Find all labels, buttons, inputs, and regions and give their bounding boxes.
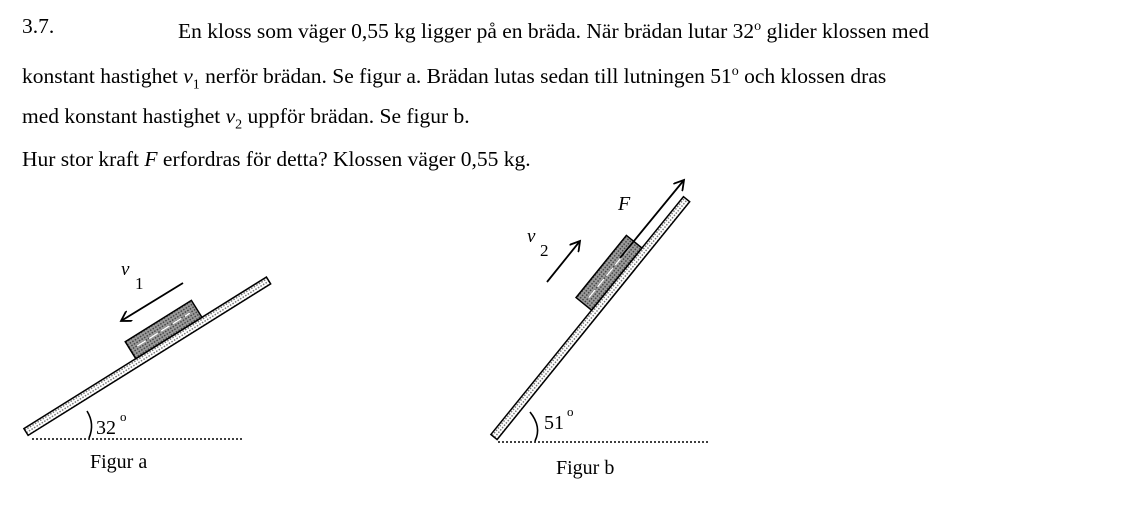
figure-b-velocity-sub: 2 [540,241,549,260]
figure-a-velocity-sub: 1 [135,274,144,293]
problem-line-2: konstant hastighet $v_1$ nerför brädan. Se figur a. Brädan lutas sedan till lutningen 51$^o$ och klossen dras [22,64,887,93]
figure-a-angle-label: 32 [96,417,116,439]
figure-a-velocity-label: v [121,259,130,280]
figure-b [475,180,708,479]
figure-b-velocity-arrow [547,241,580,282]
figure-b-force-label: F [618,193,631,215]
figure-a-board [24,277,271,435]
figure-a-angle-degree: o [120,409,127,424]
problem-line-1: En kloss som väger 0,55 kg ligger på en bräda. När brädan lutar 32$^o$ glider klossen med [178,19,929,44]
figure-b-angle-degree: o [567,404,574,419]
figure-b-velocity-label: v [527,226,536,247]
figure-a [13,259,270,473]
figure-b-angle-label: 51 [544,412,564,434]
figure-b-caption: Figur b [556,457,615,479]
figure-a-angle-arc [87,411,92,438]
figure-a-caption: Figur a [90,451,148,473]
problem-line-4: Hur stor kraft F erfordras för detta? Klossen väger 0,55 kg. [22,147,531,171]
problem-number: 3.7. [22,14,55,38]
figure-b-angle-arc [530,412,538,441]
figure-b-board [491,197,690,440]
problem-line-3: med konstant hastighet $v_2$ uppför brädan. Se figur b. [22,104,470,133]
